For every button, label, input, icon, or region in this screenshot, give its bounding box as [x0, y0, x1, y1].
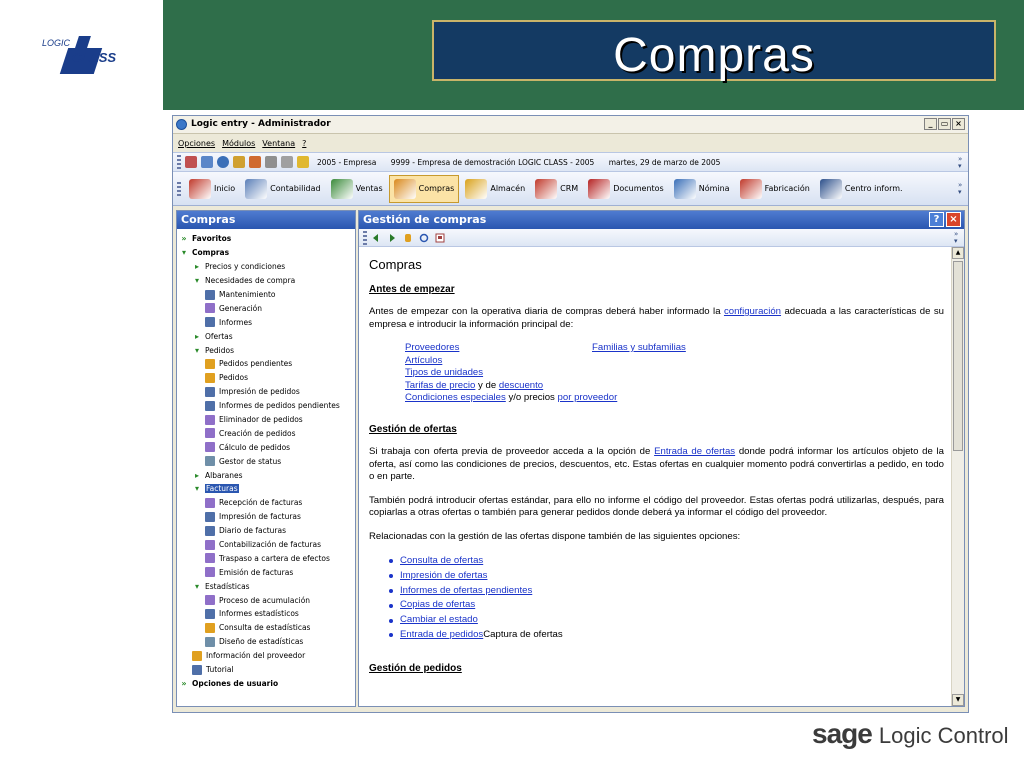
double-chevron-icon[interactable]: »: [181, 678, 187, 688]
content-scrollbar[interactable]: [951, 247, 964, 706]
tree-item-label: Ofertas: [205, 331, 233, 341]
link-informes-ofertas-pendientes[interactable]: Informes de ofertas pendientes: [400, 584, 533, 596]
tree-item-label: Impresión de facturas: [219, 512, 301, 522]
modules-grip[interactable]: [177, 182, 181, 196]
link-configuracion[interactable]: configuración: [723, 306, 782, 317]
content-panel-header: [359, 211, 964, 229]
back-icon[interactable]: [371, 233, 381, 243]
bullet-icon: [389, 633, 393, 637]
tree-item-label: Consulta de estadísticas: [219, 623, 311, 633]
restore-button[interactable]: ▭: [938, 118, 951, 130]
tree-item[interactable]: [177, 538, 355, 552]
tree-item-label: Contabilización de facturas: [219, 540, 321, 550]
toolbar-overflow-icon[interactable]: » ▾: [958, 155, 963, 170]
expanded-icon[interactable]: ▾: [194, 276, 199, 286]
print-page-icon[interactable]: [435, 233, 445, 243]
content-heading: Compras: [369, 257, 422, 272]
company-icon[interactable]: [201, 156, 213, 168]
menu-modulos[interactable]: Módulos: [222, 138, 256, 148]
module-contabilidad[interactable]: [241, 175, 324, 203]
option-icon: [205, 456, 215, 466]
info-center-icon: [820, 179, 842, 199]
tree-item-label: Información del proveedor: [206, 651, 306, 661]
link-familias-subfamilias[interactable]: Familias y subfamilias: [592, 342, 686, 353]
toolbar-grip[interactable]: [177, 155, 181, 169]
master-data-links: Proveedores Artículos Tipos de unidades Tarifas de precio y de descuento Condiciones especiales y/o precios por proveedor Familias y subfamilias: [405, 342, 686, 403]
collapsed-icon[interactable]: ▸: [194, 470, 199, 480]
sage-logic-control-logo: [812, 718, 1009, 758]
option-icon: [205, 498, 215, 508]
ofertas-options-list: [389, 554, 951, 643]
tree-item[interactable]: [177, 579, 355, 593]
bullet-icon: [389, 574, 393, 578]
tree-item-label: Tutorial: [206, 665, 234, 675]
tree-item[interactable]: [177, 551, 355, 565]
tree-item-label: Pedidos: [219, 373, 248, 383]
expanded-icon[interactable]: ▾: [181, 248, 186, 258]
tree-item-label: Impresión de pedidos: [219, 387, 300, 397]
tree-item-label: Mantenimiento: [219, 290, 276, 299]
scales-icon: [245, 179, 267, 199]
tree-item-label: Recepción de facturas: [219, 498, 303, 508]
info-year: 2005 - Empresa: [317, 157, 377, 167]
module-compras[interactable]: [389, 175, 460, 203]
tree-item[interactable]: [177, 329, 355, 343]
tree-item-label: Emisión de facturas: [219, 567, 294, 577]
intro-paragraph: Antes de empezar con la operativa diaria de compras deberá haber informado la configuración adecuada a las características de su empresa e introducir la información principal de:: [369, 306, 944, 330]
documents-icon: [588, 179, 610, 199]
payroll-icon: [674, 179, 696, 199]
logo-prefix: LOGIC: [42, 38, 71, 48]
module-label: Nómina: [698, 184, 730, 193]
tree-item[interactable]: [177, 621, 355, 635]
tree-item-label: Precios y condiciones: [205, 262, 286, 272]
tree-item-label: Proceso de acumulación: [219, 595, 311, 605]
menu-bar: [173, 134, 968, 152]
tree-item-label: Diseño de estadísticas: [219, 637, 304, 647]
option-icon: [205, 290, 215, 300]
window-title: Logic entry - Administrador: [191, 119, 331, 129]
option-icon: [205, 609, 215, 619]
module-fabricacion[interactable]: [736, 175, 814, 203]
collapsed-icon[interactable]: ▸: [194, 262, 199, 272]
list-item: [389, 584, 951, 599]
option-icon: [205, 428, 215, 438]
tree-item[interactable]: [177, 482, 355, 496]
link-cambiar-estado[interactable]: Cambiar el estado: [400, 614, 478, 626]
tree-item-label: Informes estadísticos: [219, 609, 299, 619]
tree-item-label: Informes: [219, 317, 252, 327]
option-icon: [205, 387, 215, 397]
tree-item-label: Cálculo de pedidos: [219, 442, 291, 452]
ofertas-paragraph-3: Relacionadas con la gestión de las ofertas dispone también de las siguientes opciones:: [369, 530, 741, 542]
calculator-icon[interactable]: [281, 156, 293, 168]
expanded-icon[interactable]: ▾: [194, 345, 199, 355]
option-icon: [205, 303, 215, 313]
link-tarifas-precio[interactable]: Tarifas de precio: [405, 379, 476, 391]
module-label: Ventas: [355, 184, 383, 193]
module-crm[interactable]: [531, 175, 582, 203]
link-condiciones-especiales[interactable]: Condiciones especiales: [405, 392, 506, 403]
option-icon: [205, 359, 215, 369]
help-icon[interactable]: [217, 156, 229, 168]
module-label: Inicio: [214, 184, 236, 193]
tree-item[interactable]: [177, 607, 355, 621]
print-icon[interactable]: [265, 156, 277, 168]
tree-item-label: Gestor de status: [219, 456, 282, 466]
list-item: [389, 613, 951, 628]
title-box: [432, 20, 996, 81]
sales-icon: [331, 179, 353, 199]
option-icon: [205, 595, 215, 605]
scroll-down-icon[interactable]: ▼: [952, 694, 964, 706]
tree-item-label: Facturas: [206, 484, 238, 494]
tree-item[interactable]: [177, 246, 355, 260]
app-window: [172, 115, 969, 713]
navigation-panel: [176, 210, 356, 707]
tree-item[interactable]: [177, 260, 355, 274]
link-tipos-unidades[interactable]: Tipos de unidades: [405, 367, 484, 378]
tree-item-label: Creación de pedidos: [219, 428, 296, 438]
navigation-panel-title: Compras: [177, 211, 355, 229]
tree-item[interactable]: [177, 496, 355, 510]
module-inicio[interactable]: [185, 175, 239, 203]
list-item: [389, 598, 951, 613]
info-date: martes, 29 de marzo de 2005: [608, 157, 721, 167]
mail-icon[interactable]: [233, 156, 245, 168]
tree-item[interactable]: [177, 399, 355, 413]
option-icon: [205, 623, 215, 633]
ofertas-paragraph-1: Si trabaja con oferta previa de proveedor acceda a la opción de Entrada de ofertas donde podrá informar los artículos objeto de la oferta, así como las condiciones de precios, descuentos, etc. Estas ofertas en cualquier momento podrá convertirlas a pedido, en todo o en parte.: [369, 446, 944, 482]
tree-item[interactable]: [177, 454, 355, 468]
section-gestion-ofertas: Gestión de ofertas: [369, 424, 457, 435]
agenda-icon[interactable]: [249, 156, 261, 168]
warehouse-icon: [465, 179, 487, 199]
menu-ventana[interactable]: Ventana: [262, 138, 296, 148]
expanded-icon[interactable]: ▾: [194, 484, 199, 494]
double-chevron-icon[interactable]: »: [181, 234, 187, 244]
tree-item[interactable]: [177, 357, 355, 371]
help-button[interactable]: ?: [929, 212, 944, 227]
option-icon: [192, 665, 202, 675]
tree-item[interactable]: [177, 413, 355, 427]
option-icon: [205, 526, 215, 536]
tree-item-label: Informes de pedidos pendientes: [219, 401, 340, 411]
link-consulta-ofertas[interactable]: Consulta de ofertas: [400, 555, 484, 566]
slide-title: Compras: [613, 29, 815, 82]
option-icon: [205, 415, 215, 425]
list-item: Entrada de pedidos Captura de ofertas: [389, 628, 951, 643]
option-icon: [192, 651, 202, 661]
menu-help[interactable]: ?: [302, 138, 307, 148]
module-almacen[interactable]: [461, 175, 529, 203]
crm-icon: [535, 179, 557, 199]
module-label: Documentos: [613, 184, 664, 193]
option-icon: [205, 553, 215, 563]
option-icon: [205, 401, 215, 411]
navigation-tree: [177, 229, 355, 690]
tree-item-label: Traspaso a cartera de efectos: [219, 553, 330, 563]
module-centro-inform[interactable]: [816, 175, 907, 203]
forward-icon[interactable]: [387, 233, 397, 243]
scrollbar-thumb[interactable]: [953, 261, 963, 451]
tree-item-label: Estadísticas: [205, 581, 250, 591]
tree-item[interactable]: [177, 288, 355, 302]
users-icon[interactable]: [185, 156, 197, 168]
tree-item[interactable]: [177, 510, 355, 524]
bullet-icon: [389, 604, 393, 608]
menu-opciones[interactable]: Opciones: [178, 138, 216, 148]
content-toolbar-grip[interactable]: [363, 231, 367, 245]
collapsed-icon[interactable]: ▸: [194, 331, 199, 341]
tree-item[interactable]: [177, 426, 355, 440]
link-articulos[interactable]: Artículos: [405, 354, 443, 366]
module-label: CRM: [560, 184, 579, 193]
tree-item[interactable]: [177, 315, 355, 329]
tree-item-label: Generación: [219, 303, 263, 313]
link-entrada-ofertas[interactable]: Entrada de ofertas: [654, 446, 736, 457]
tree-item[interactable]: [177, 385, 355, 399]
refresh-icon[interactable]: [419, 233, 429, 243]
tree-item[interactable]: [177, 468, 355, 482]
info-toolbar: [173, 152, 968, 172]
window-titlebar: [173, 116, 968, 134]
modules-toolbar: [173, 172, 968, 206]
content-toolbar: [359, 229, 964, 247]
module-documentos[interactable]: [584, 175, 668, 203]
section-antes-de-empezar: Antes de empezar: [369, 284, 455, 295]
tree-item[interactable]: [177, 274, 355, 288]
help-content: [359, 247, 951, 706]
brand-product: Logic Control: [878, 723, 1009, 748]
section-gestion-pedidos: Gestión de pedidos: [369, 662, 462, 674]
tree-item[interactable]: [177, 371, 355, 385]
link-descuento[interactable]: descuento: [498, 379, 544, 391]
option-icon: [205, 567, 215, 577]
tree-item-label: Diario de facturas: [219, 526, 286, 536]
stop-icon[interactable]: [403, 233, 413, 243]
module-ventas[interactable]: [327, 175, 387, 203]
link-impresion-ofertas[interactable]: Impresión de ofertas: [400, 569, 488, 581]
content-panel: [358, 210, 965, 707]
module-label: Almacén: [490, 184, 526, 193]
tree-item[interactable]: [177, 440, 355, 454]
module-label: Fabricación: [764, 184, 810, 193]
purchases-icon: [394, 179, 416, 199]
tree-item-label: Albaranes: [205, 470, 243, 480]
tree-item[interactable]: [177, 565, 355, 579]
ofertas-paragraph-2: También podrá introducir ofertas estándar, para ello no informe el código del proveedor. Estas ofertas podrá utilizarlas, después, para copiarlas a otras ofertas o también para generar pedidos donde deberá ya informar el código del proveedor.: [369, 494, 944, 518]
bullet-icon: [389, 559, 393, 563]
bullet-icon: [389, 619, 393, 623]
tree-item[interactable]: [177, 232, 355, 246]
content-toolbar-overflow-icon[interactable]: » ▾: [954, 230, 959, 245]
tree-item-label: Compras: [192, 248, 230, 258]
option-icon: [205, 373, 215, 383]
tree-item[interactable]: [177, 301, 355, 315]
option-icon: [205, 637, 215, 647]
module-label: Contabilidad: [270, 184, 321, 193]
content-panel-title: Gestión de compras: [363, 213, 487, 226]
tree-item[interactable]: [177, 663, 355, 677]
bullet-icon: [389, 589, 393, 593]
tree-item-label: Favoritos: [192, 234, 232, 244]
tree-item-label: Pedidos pendientes: [219, 359, 293, 369]
modules-overflow-icon[interactable]: » ▾: [958, 181, 963, 196]
list-item: [389, 569, 951, 584]
app-icon: [176, 119, 187, 130]
minimize-button[interactable]: _: [924, 118, 937, 130]
tree-item[interactable]: [177, 649, 355, 663]
tree-item[interactable]: [177, 677, 355, 691]
option-icon: [205, 317, 215, 327]
link-entrada-pedidos[interactable]: Entrada de pedidos: [400, 628, 484, 640]
logo-name: CLASS: [72, 50, 117, 65]
link-por-proveedor[interactable]: por proveedor: [557, 392, 618, 403]
logic-class-logo: [42, 28, 152, 80]
module-label: Centro inform.: [844, 184, 903, 193]
manufacturing-icon: [740, 179, 762, 199]
expanded-icon[interactable]: ▾: [194, 581, 199, 591]
module-label: Compras: [418, 184, 455, 193]
tree-item-label: Opciones de usuario: [192, 678, 279, 688]
info-company: 9999 - Empresa de demostración LOGIC CLASS - 2005: [390, 157, 595, 167]
module-nomina[interactable]: [670, 175, 734, 203]
close-panel-button[interactable]: ×: [946, 212, 961, 227]
tree-item-label: Pedidos: [205, 345, 234, 355]
tree-item-label: Necesidades de compra: [205, 276, 296, 286]
link-copias-ofertas[interactable]: Copias de ofertas: [400, 599, 476, 611]
list-item: [389, 554, 951, 569]
tree-item[interactable]: [177, 343, 355, 357]
tree-item[interactable]: [177, 524, 355, 538]
brand-sage: sage: [812, 718, 872, 749]
option-icon: [205, 442, 215, 452]
tree-item-label: Eliminador de pedidos: [219, 415, 303, 425]
scroll-up-icon[interactable]: ▲: [952, 247, 964, 259]
link-proveedores[interactable]: Proveedores: [405, 342, 460, 353]
tree-item[interactable]: [177, 593, 355, 607]
tree-item[interactable]: [177, 635, 355, 649]
option-icon: [205, 512, 215, 522]
option-icon: [205, 540, 215, 550]
home-icon: [189, 179, 211, 199]
favorites-icon[interactable]: [297, 156, 309, 168]
close-button[interactable]: ×: [952, 118, 965, 130]
